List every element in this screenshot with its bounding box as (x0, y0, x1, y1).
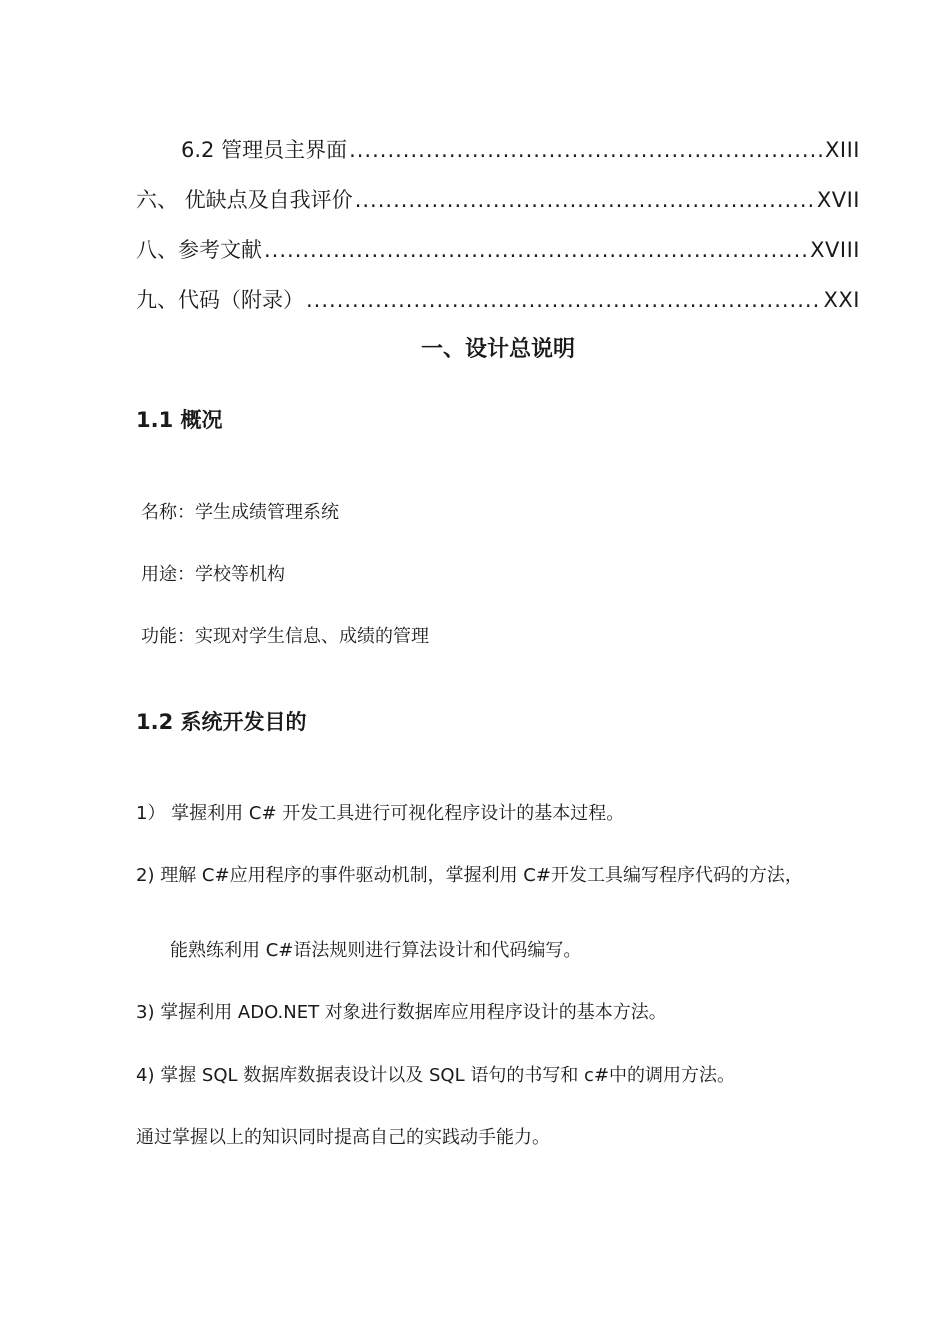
toc-entry-page: XIII (825, 138, 860, 162)
toc-leader-dots (355, 185, 815, 215)
system-function-line: 功能：实现对学生信息、成绩的管理 (141, 626, 429, 647)
toc-leader-dots (264, 235, 808, 265)
purpose-item: 3) 掌握利用 ADO.NET 对象进行数据库应用程序设计的基本方法。 (136, 1002, 667, 1023)
section-title: 一、设计总说明 (420, 337, 575, 362)
toc-entry-page: XVII (816, 188, 860, 212)
purpose-item: 4) 掌握 SQL 数据库数据表设计以及 SQL 语句的书写和 c#中的调用方法。 (136, 1065, 736, 1086)
toc-entry-title: 六、 优缺点及自我评价 (136, 188, 353, 212)
toc-entry[interactable] (136, 285, 860, 315)
toc-entry-title: 九、代码（附录） (136, 288, 304, 312)
toc-entry[interactable] (136, 235, 860, 265)
overview-heading: 1.1 概况 (136, 408, 223, 432)
toc-leader-dots (306, 285, 822, 315)
purpose-closing: 通过掌握以上的知识同时提高自己的实践动手能力。 (136, 1127, 550, 1148)
system-usage-line: 用途：学校等机构 (141, 564, 285, 585)
toc-entry[interactable] (181, 135, 860, 165)
toc-leader-dots (349, 135, 823, 165)
toc-entry-page: XVIII (810, 238, 860, 262)
toc-entry-page: XXI (823, 288, 860, 312)
toc-entry[interactable] (136, 185, 860, 215)
toc-entry-title: 6.2 管理员主界面 (181, 138, 348, 162)
purpose-item-continuation: 能熟练利用 C#语法规则进行算法设计和代码编写。 (170, 940, 582, 961)
purpose-item: 1） 掌握利用 C# 开发工具进行可视化程序设计的基本过程。 (136, 803, 625, 824)
toc-entry-title: 八、参考文献 (136, 238, 262, 262)
system-name-line: 名称：学生成绩管理系统 (141, 502, 339, 523)
purpose-heading: 1.2 系统开发目的 (136, 710, 307, 734)
purpose-item: 2) 理解 C#应用程序的事件驱动机制，掌握利用 C#开发工具编写程序代码的方法， (136, 865, 803, 886)
